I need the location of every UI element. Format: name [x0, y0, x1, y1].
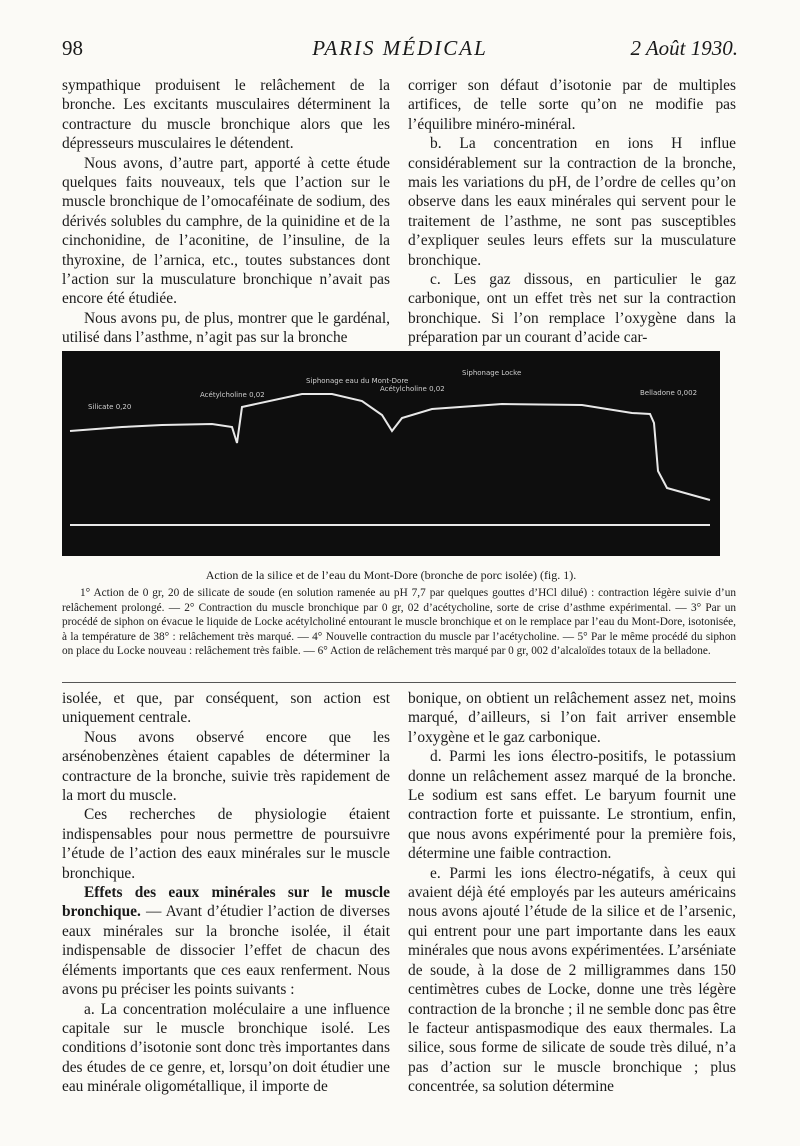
paragraph: a. La concentration moléculaire a une influence capitale sur le muscle bronchique isolé. Les conditions d’isotonie sont donc très importantes dans des études de ce genre, et, lorsqu’on doit étudier une eau minérale oligométallique, il importe de	[62, 1000, 390, 1096]
mark-label: Siphonage Locke	[462, 369, 522, 377]
mark-label: Belladone 0,002	[640, 389, 698, 397]
paragraph: Nous avons observé encore que les arsénobenzènes étaient capables de déterminer la contracture de la bronche, suivie très rapidement de la mort du muscle.	[62, 728, 390, 805]
paragraph: d. Parmi les ions électro-positifs, le potassium donne un relâchement assez marqué de la bronche. Le sodium est sans effet. Le baryum fournit une contraction forte et puissante. Le strontium, enfin, que nous avons expérimenté pour la première fois, détermine une faible contraction.	[408, 748, 736, 863]
paragraph: Nous avons, d’autre part, apporté à cette étude quelques faits nouveaux, tels que l’action sur le muscle bronchique de l’omocaféinate de sodium, des dérivés solubles du camphre, de la quinidine et de la cinchonidine, de l’aconitine, de l’insuline, de la thyroxine, de l’arnica, etc., toutes substances dont l’action sur la musculature bronchique n’avait pas encore été étudiée.	[62, 154, 390, 308]
paragraph: Ces recherches de physiologie étaient indispensables pour nous permettre de poursuivre l’étude de l’action des eaux minérales sur le muscle bronchique.	[62, 806, 390, 882]
figure-legend	[62, 586, 736, 659]
kymograph-figure	[62, 351, 720, 556]
issue-date: 2 Août 1930.	[630, 36, 738, 60]
mark-label: Silicate 0,20	[88, 403, 132, 411]
paragraph: b. La concentration en ions H influe considérablement sur la contraction de la bronche, mais les variations du pH, de l’ordre de celles qu’on observe dans les eaux minérales qui servent pour le traitement de l’asthme, ne sont pas susceptibles d’expliquer seules leurs effets sur la musculature bronchique.	[408, 135, 736, 269]
page-header	[62, 36, 738, 66]
figure-caption: Action de la silice et de l’eau du Mont-Dore (bronche de porc isolée) (fig. 1).	[205, 568, 577, 582]
bottom-left-column	[62, 689, 390, 1097]
paragraph: isolée, et que, par conséquent, son action est uniquement centrale.	[62, 690, 390, 727]
kymograph-trace	[62, 351, 720, 556]
paragraph: sympathique produisent le relâchement de la bronche. Les excitants musculaires déterminent la contracture du muscle bronchique alors que les dépresseurs musculaires le détendent.	[62, 77, 390, 153]
journal-title: PARIS MÉDICAL	[312, 36, 488, 60]
paragraph: e. Parmi les ions électro-négatifs, à ceux qui avaient déjà été employés par les auteurs américains nous avons ajouté l’étude de la silice et de l’arsenic, qui entrent pour une part importante dans les eaux minérales que nous avons expérimentées. L’arséniate de soude, à la dose de 2 milligrammes dans 150 centimètres cubes de Locke, donne une très légère contraction de la bronche ; il ne semble donc pas être le facteur antispasmodique des eaux thermales. La silice, sous forme de silicate de soude très dilué, n’a pas d’action sur le muscle bronchique ; plus concentrée, sa solution détermine	[408, 864, 736, 1096]
divider	[62, 682, 736, 683]
section-paragraph	[62, 883, 390, 999]
mark-label: Siphonage eau du Mont-Dore	[306, 377, 409, 385]
section-title: Effets des eaux minérales sur le muscle bronchique.	[62, 884, 390, 921]
page-number: 98	[62, 36, 83, 60]
mark-label: Acétylcholine 0,02	[200, 391, 265, 399]
top-left-column	[62, 76, 390, 348]
paragraph: c. Les gaz dissous, en particulier le gaz carbonique, ont un effet très net sur la contraction bronchique. Si l’on remplace l’oxygène dans la préparation par un courant d’acide car-	[408, 271, 736, 347]
bottom-right-column	[408, 689, 736, 1097]
paragraph: bonique, on obtient un relâchement assez net, moins marqué, d’ailleurs, si l’on fait arriver ensemble l’oxygène et le gaz carbonique.	[408, 690, 736, 746]
top-right-column	[408, 76, 736, 348]
mark-label: Acétylcholine 0,02	[380, 385, 445, 393]
section-text: — Avant d’étudier l’action de diverses eaux minérales sur la bronche isolée, il était indispensable de dissocier l’effet de chacun des éléments importants que ces eaux renferment. Nous avons pu préciser les points suivants :	[62, 903, 390, 999]
paragraph: Nous avons pu, de plus, montrer que le gardénal, utilisé dans l’asthme, n’agit pas sur la bronche	[62, 309, 390, 347]
paragraph: corriger son défaut d’isotonie par de multiples artifices, de telle sorte qu’on ne modifie pas l’équilibre minéro-minéral.	[408, 77, 736, 133]
legend-text: 1° Action de 0 gr, 20 de silicate de soude (en solution ramenée au pH 7,7 par quelques gouttes d’HCl dilué) : contraction légère suivie d’un relâchement prolongé. — 2° Contraction du muscle bronchique par 0 gr, 02 d’acétycholine, sorte de crise d’asthme expérimental. — 3° Par un procédé de siphon on évacue le liquide de Locke acétylcholiné entourant le muscle bronchique et on le remplace par l’eau du Mont-Dore, isotonisée, à la température de 38° : relâchement très marqué. — 4° Nouvelle contraction du muscle par l’acétycholine. — 5° Par le même procédé du siphon on place du Locke nouveau : relâchement très faible. — 6° Action de relâchement très marqué par 0 gr, 002 d’alcaloïdes totaux de la belladone.	[62, 587, 736, 658]
